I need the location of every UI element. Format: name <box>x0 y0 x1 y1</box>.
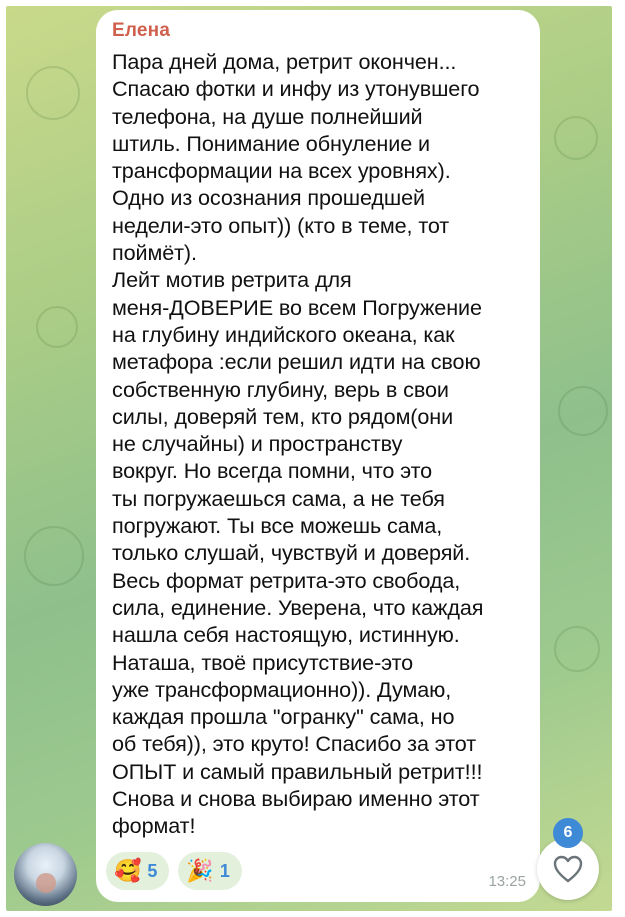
smiling-face-with-hearts-icon: 🥰 <box>114 858 142 883</box>
like-count-badge: 6 <box>553 818 583 848</box>
message-line: поймёт). <box>112 240 197 266</box>
message-line: меня-ДОВЕРИЕ во всем Погружение <box>112 294 482 320</box>
background-doodle <box>554 116 598 160</box>
message-line: ОПЫТ и самый правильный ретрит!!! <box>112 758 483 784</box>
message-line: каждая прошла "огранку" сама, но <box>112 704 455 730</box>
message-line: об тебя)), это круто! Спасибо за этот <box>112 731 476 757</box>
message-line: Лейт мотив ретрита для <box>112 267 352 293</box>
message-line: не случайны) и пространству <box>112 431 403 457</box>
message-line: метафора :если решил идти на свою <box>112 349 481 375</box>
reaction-chip-party-popper[interactable] <box>178 852 241 890</box>
background-doodle <box>26 66 80 120</box>
message-line: вокруг. Но всегда помни, что это <box>112 458 433 484</box>
reaction-count: 5 <box>147 860 158 881</box>
message-line: Весь формат ретрита-это свобода, <box>112 567 461 593</box>
message-line: только слушай, чувствуй и доверяй. <box>112 540 471 566</box>
message-line: нашла себя настоящую, истинную. <box>112 622 460 648</box>
avatar-figure <box>36 873 56 893</box>
message-line: Пара дней дома, ретрит окончен... <box>112 49 457 74</box>
message-line: ты погружаешься сама, а не тебя <box>112 485 445 511</box>
message-line: телефона, на душе полнейший <box>112 103 423 129</box>
message-line: погружают. Ты все можешь сама, <box>112 513 443 539</box>
message-line: недели-это опыт)) (кто в теме, тот <box>112 212 450 238</box>
message-line: на глубину индийского океана, как <box>112 321 455 347</box>
message-line: силы, доверяй тем, кто рядом(они <box>112 403 454 429</box>
message-line: сила, единение. Уверена, что каждая <box>112 594 484 620</box>
heart-outline-icon <box>553 855 583 883</box>
message-text <box>112 48 537 840</box>
message-line: Наташа, твоё присутствие-это <box>112 649 414 675</box>
avatar[interactable] <box>14 843 77 906</box>
message-line: трансформации на всех уровнях). <box>112 158 451 184</box>
message-line: формат! <box>112 813 196 839</box>
sender-name[interactable]: Елена <box>112 20 171 41</box>
reaction-chip-smiling-hearts[interactable] <box>106 852 169 890</box>
message-line: Спасаю фотки и инфу из утонувшего <box>112 76 480 102</box>
message-line: Одно из осознания прошедшей <box>112 185 426 211</box>
message-line: собственную глубину, верь в свои <box>112 376 449 402</box>
message-time: 13:25 <box>488 873 526 890</box>
background-doodle <box>24 526 84 586</box>
reaction-count: 1 <box>219 860 230 881</box>
reactions-bar <box>106 852 242 890</box>
background-doodle <box>36 306 78 348</box>
party-popper-icon: 🎉 <box>186 858 214 883</box>
message-bubble[interactable] <box>96 10 540 902</box>
message-line: Снова и снова выбираю именно этот <box>112 786 480 812</box>
background-doodle <box>558 386 608 436</box>
message-line: штиль. Понимание обнуление и <box>112 130 430 156</box>
background-doodle <box>554 626 600 672</box>
message-line: уже трансформационно)). Думаю, <box>112 676 452 702</box>
